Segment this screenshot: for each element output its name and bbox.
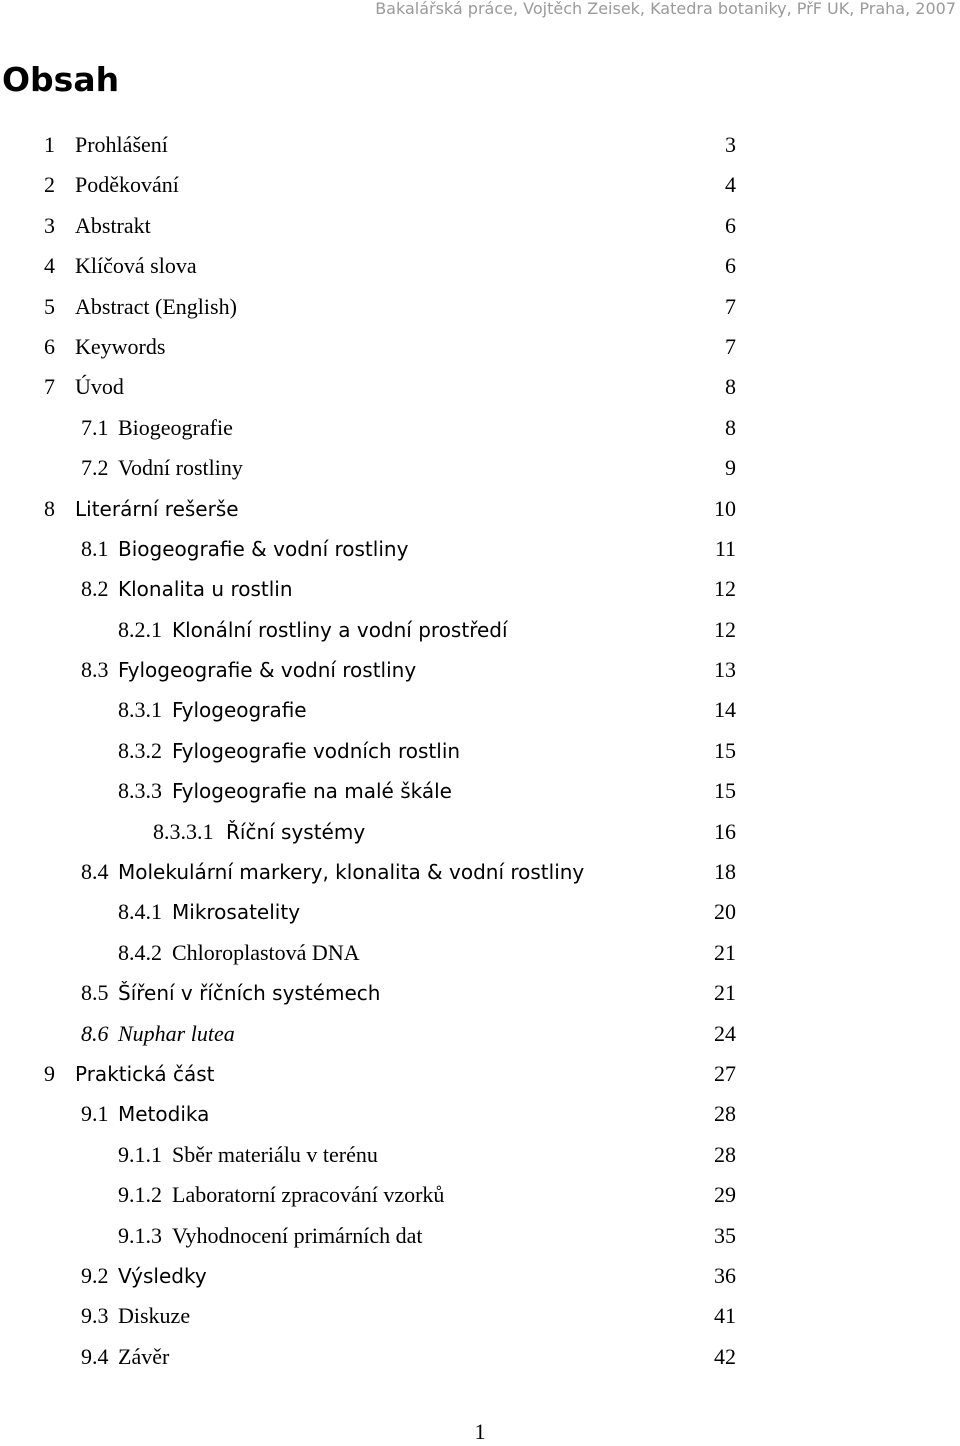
toc-entry-page: 14: [714, 697, 736, 723]
toc-entry-label: Fylogeografie na malé škále: [172, 779, 452, 804]
toc-entry-label: Závěr: [118, 1343, 170, 1369]
toc-entry-page: 11: [714, 535, 736, 561]
toc-entry-number: 8.3: [81, 657, 109, 683]
toc-entry-label: Fylogeografie: [172, 698, 307, 723]
toc-entry-label: Vodní rostliny: [118, 455, 243, 481]
toc-entry-label: Mikrosatelity: [172, 900, 301, 925]
toc-entry-number: 8.3.3: [118, 778, 162, 804]
toc-entry-page: 28: [714, 1141, 736, 1167]
toc-entry-label: Abstrakt: [75, 212, 151, 238]
toc-entry-number: 9.1.1: [118, 1141, 162, 1167]
toc-entry-number: 9: [44, 1060, 55, 1086]
toc-entry-number: 8.4.2: [118, 939, 162, 965]
toc-entry-number: 8.4: [81, 859, 109, 885]
page-title: Obsah: [2, 60, 120, 99]
toc-entry-page: 6: [725, 253, 736, 279]
toc-entry[interactable]: [0, 1175, 960, 1215]
toc-entry-page: 8: [725, 414, 736, 440]
toc-entry-page: 28: [714, 1101, 736, 1127]
table-of-contents: [0, 125, 960, 1377]
toc-entry-label: Výsledky: [118, 1263, 207, 1288]
toc-entry[interactable]: [0, 165, 960, 205]
toc-entry-label: Říční systémy: [226, 819, 366, 844]
toc-entry-page: 20: [714, 899, 736, 925]
toc-entry-number: 9.2: [81, 1262, 109, 1288]
toc-entry-number: 1: [44, 132, 55, 157]
toc-entry-label: Klonální rostliny a vodní prostředí: [172, 617, 508, 642]
toc-entry-page: 9: [725, 455, 736, 481]
toc-entry[interactable]: [0, 125, 960, 165]
toc-entry[interactable]: [0, 852, 960, 892]
toc-entry-page: 6: [725, 212, 736, 238]
toc-entry-page: 24: [714, 1020, 736, 1046]
toc-entry[interactable]: [0, 892, 960, 932]
toc-entry-label: Abstract (English): [75, 293, 237, 319]
toc-entry-number: 8: [44, 495, 55, 521]
toc-entry[interactable]: [0, 367, 960, 407]
toc-entry-page: 15: [714, 778, 736, 804]
toc-entry-label: Diskuze: [118, 1303, 191, 1329]
toc-entry-label: Klíčová slova: [75, 253, 197, 279]
toc-entry-page: 7: [725, 293, 736, 319]
toc-entry-number: 5: [44, 293, 55, 319]
toc-entry[interactable]: [0, 287, 960, 327]
toc-entry-label: Fylogeografie & vodní rostliny: [118, 658, 417, 683]
toc-entry-page: 21: [714, 980, 736, 1006]
toc-entry-number: 8.3.1: [118, 697, 162, 723]
toc-entry-label: Biogeografie: [118, 414, 233, 440]
toc-entry-page: 12: [714, 576, 736, 602]
toc-entry-label: Klonalita u rostlin: [118, 577, 293, 602]
toc-entry-page: 7: [725, 333, 736, 359]
running-header: Bakalářská práce, Vojtěch Zeisek, Katedra botaniky, PřF UK, Praha, 2007: [375, 0, 956, 18]
toc-entry-page: 16: [714, 818, 736, 844]
toc-entry-label: Nuphar lutea: [118, 1020, 235, 1046]
page-number: 1: [474, 1419, 486, 1444]
toc-entry[interactable]: [0, 206, 960, 246]
toc-entry-number: 3: [44, 212, 55, 238]
toc-entry-number: 9.3: [81, 1303, 109, 1329]
toc-entry-number: 6: [44, 333, 55, 359]
toc-entry-label: Úvod: [75, 374, 124, 400]
toc-entry-page: 36: [714, 1262, 736, 1288]
toc-entry-number: 8.4.1: [118, 899, 162, 925]
toc-entry[interactable]: [0, 569, 960, 609]
toc-entry[interactable]: [0, 448, 960, 488]
toc-entry-number: 8.3.3.1: [153, 818, 214, 844]
toc-entry-label: Biogeografie & vodní rostliny: [118, 536, 409, 561]
toc-entry-number: 9.1: [81, 1101, 109, 1127]
toc-entry[interactable]: [0, 489, 960, 529]
toc-entry[interactable]: [0, 1135, 960, 1175]
toc-entry[interactable]: [0, 610, 960, 650]
toc-entry-page: 4: [725, 172, 736, 198]
toc-entry[interactable]: [0, 1216, 960, 1256]
toc-entry-number: 8.5: [81, 980, 109, 1006]
toc-entry-label: Keywords: [75, 333, 166, 359]
toc-entry-page: 21: [714, 939, 736, 965]
toc-entry-label: Literární rešerše: [75, 496, 239, 521]
toc-entry-page: 3: [725, 132, 736, 157]
toc-entry-number: 8.6: [81, 1020, 109, 1046]
toc-entry-label: Vyhodnocení primárních dat: [172, 1222, 423, 1248]
toc-entry-page: 8: [725, 374, 736, 400]
toc-entry[interactable]: [0, 1296, 960, 1336]
toc-entry-page: 10: [714, 495, 736, 521]
toc-entry-page: 12: [714, 616, 736, 642]
toc-entry-number: 7.1: [81, 414, 109, 440]
toc-entry[interactable]: [0, 771, 960, 811]
toc-entry-number: 9.4: [81, 1343, 109, 1369]
toc-entry-page: 13: [714, 657, 736, 683]
toc-entry[interactable]: [0, 1094, 960, 1134]
toc-entry[interactable]: [0, 1256, 960, 1296]
toc-entry-label: Molekulární markery, klonalita & vodní rostliny: [118, 860, 585, 885]
toc-entry-page: 29: [714, 1182, 736, 1208]
toc-entry-number: 9.1.2: [118, 1182, 162, 1208]
toc-entry-page: 15: [714, 737, 736, 763]
toc-entry[interactable]: [0, 529, 960, 569]
toc-entry-number: 7: [44, 374, 55, 400]
toc-entry-number: 8.3.2: [118, 737, 162, 763]
toc-entry[interactable]: [0, 1337, 960, 1377]
toc-entry-number: 8.2.1: [118, 616, 162, 642]
toc-entry-label: Šíření v říčních systémech: [118, 981, 381, 1006]
toc-entry[interactable]: [0, 1014, 960, 1054]
toc-entry[interactable]: [0, 246, 960, 286]
toc-entry-label: Sběr materiálu v terénu: [172, 1141, 378, 1167]
toc-entry-number: 9.1.3: [118, 1222, 162, 1248]
toc-entry-number: 4: [44, 253, 55, 279]
toc-entry[interactable]: [0, 731, 960, 771]
toc-entry-label: Praktická část: [75, 1061, 215, 1086]
toc-entry-page: 35: [714, 1222, 736, 1248]
toc-entry-number: 8.1: [81, 535, 109, 561]
toc-entry-label: Chloroplastová DNA: [172, 939, 360, 965]
toc-entry-number: 8.2: [81, 576, 109, 602]
toc-entry[interactable]: [0, 973, 960, 1013]
toc-entry[interactable]: [0, 933, 960, 973]
toc-entry[interactable]: [0, 650, 960, 690]
toc-entry-page: 42: [714, 1343, 736, 1369]
toc-entry[interactable]: [0, 408, 960, 448]
toc-entry-number: 7.2: [81, 455, 109, 481]
toc-entry-label: Laboratorní zpracování vzorků: [172, 1182, 445, 1208]
toc-entry[interactable]: [0, 1054, 960, 1094]
toc-entry[interactable]: [0, 327, 960, 367]
toc-entry-label: Poděkování: [75, 172, 179, 198]
toc-entry-page: 27: [714, 1060, 736, 1086]
toc-entry[interactable]: [0, 812, 960, 852]
toc-entry-label: Prohlášení: [75, 132, 168, 157]
toc-entry-label: Metodika: [118, 1102, 210, 1127]
toc-entry-page: 41: [714, 1303, 736, 1329]
toc-entry-number: 2: [44, 172, 55, 198]
toc-entry-page: 18: [714, 859, 736, 885]
toc-entry-label: Fylogeografie vodních rostlin: [172, 738, 461, 763]
toc-entry[interactable]: [0, 690, 960, 730]
